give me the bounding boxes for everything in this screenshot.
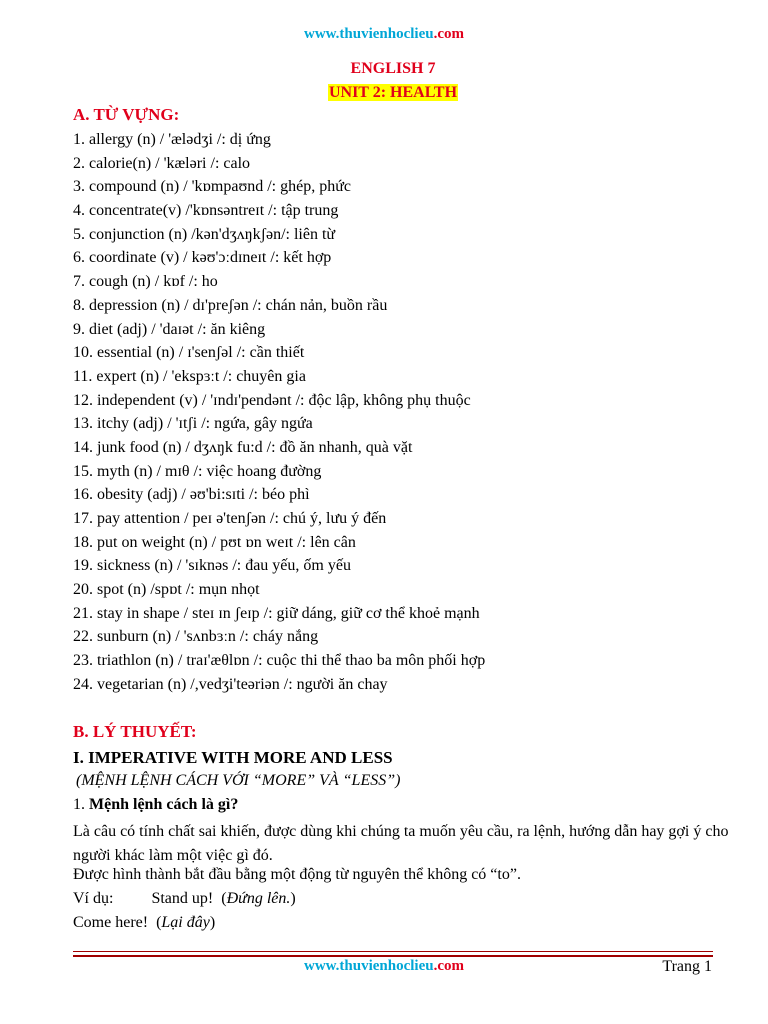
vocabulary-item: 13. itchy (adj) / 'ɪtʃi /: ngứa, gây ngứa — [73, 415, 313, 433]
vocabulary-item: 8. depression (n) / dɪ'preʃən /: chán nản, buồn rầu — [73, 296, 388, 314]
vocabulary-item: 17. pay attention / peɪ ə'tenʃən /: chú ý, lưu ý đến — [73, 510, 387, 527]
vocabulary-list — [73, 128, 485, 697]
example-1: Stand up! — [151, 890, 214, 907]
question-1 — [73, 796, 238, 814]
vocabulary-item: 3. compound (n) / 'kɒmpaʊnd /: ghép, phức — [73, 178, 351, 196]
vocabulary-item: 2. calorie(n) / 'kæləri /: calo — [73, 154, 251, 172]
example-line-1: Ví dụ: Stand up! (Đứng lên.) — [73, 890, 296, 907]
section-a-heading: A. TỪ VỰNG: — [73, 105, 180, 124]
footer-site-domain: .com — [433, 958, 464, 974]
footer-rule-thin — [73, 951, 713, 952]
vocabulary-item: 18. put on weight (n) / pʊt ɒn weɪt /: lên cân — [73, 533, 356, 551]
site-name: www.thuvienhoclieu — [303, 26, 434, 42]
vocabulary-item: 9. diet (adj) / 'daɪət /: ăn kiêng — [73, 320, 266, 338]
vocabulary-item: 11. expert (n) / 'ekspɜːt /: chuyên gia — [73, 367, 306, 385]
theory-subheading: (MỆNH LỆNH CÁCH VỚI “MORE” VÀ “LESS”) — [76, 772, 401, 789]
example-2-translation: Lại đây — [161, 914, 210, 931]
unit-title — [0, 84, 768, 102]
vocabulary-item: 12. independent (v) / 'ɪndɪ'pendənt /: độc lập, không phụ thuộc — [73, 391, 471, 409]
vocabulary-item: 23. triathlon (n) / traɪ'æθlɒn /: cuộc thi thể thao ba môn phối hợp — [73, 652, 486, 670]
definition-paragraph: Là câu có tính chất sai khiến, được dùng khi chúng ta muốn yêu cầu, ra lệnh, hướng dẫn hay gợi ý cho người khác làm một việc gì đó. — [73, 823, 729, 864]
footer-rule-thick — [73, 955, 713, 957]
vocabulary-item: 20. spot (n) /spɒt /: mụn nhọt — [73, 581, 260, 599]
header-website-link[interactable] — [0, 26, 768, 43]
vocabulary-item: 22. sunburn (n) / 'sʌnbɜːn /: cháy nắng — [73, 628, 319, 646]
theory-heading: I. IMPERATIVE WITH MORE AND LESS — [73, 748, 393, 767]
footer-website-link[interactable] — [0, 958, 768, 975]
vocabulary-item: 6. coordinate (v) / kəʊ'ɔːdɪneɪt /: kết hợp — [73, 249, 332, 267]
vocabulary-item: 19. sickness (n) / 'sɪknəs /: đau yếu, ốm yếu — [73, 557, 351, 575]
example-1-translation: Đứng lên. — [226, 890, 291, 907]
question-number: 1. — [73, 796, 89, 813]
footer-site-name: www.thuvienhoclieu — [303, 958, 434, 974]
vocabulary-item: 15. myth (n) / mɪθ /: việc hoang đường — [73, 462, 322, 480]
example-line-2: Come here! (Lại đây) — [73, 914, 216, 931]
document-title: ENGLISH 7 — [350, 60, 436, 77]
example-2: Come here! — [73, 914, 149, 931]
question-text: Mệnh lệnh cách là gì? — [89, 796, 239, 813]
page-number: Trang 1 — [662, 958, 712, 975]
example-label: Ví dụ: — [73, 890, 114, 907]
formation-paragraph: Được hình thành bắt đầu bằng một động từ nguyên thể không có “to”. — [73, 866, 521, 883]
vocabulary-item: 10. essential (n) / ɪ'senʃəl /: cần thiết — [73, 344, 305, 362]
vocabulary-item: 4. concentrate(v) /'kɒnsəntreɪt /: tập trung — [73, 202, 339, 220]
vocabulary-item: 1. allergy (n) / 'ælədʒi /: dị ứng — [73, 131, 271, 148]
vocabulary-item: 5. conjunction (n) /kən'dʒʌŋkʃən/: liên từ — [73, 225, 336, 243]
vocabulary-item: 7. cough (n) / kɒf /: ho — [73, 273, 218, 291]
vocabulary-item: 21. stay in shape / steɪ ɪn ʃeɪp /: giữ dáng, giữ cơ thể khoẻ mạnh — [73, 604, 480, 622]
vocabulary-item: 16. obesity (adj) / əʊ'bi:sɪti /: béo phì — [73, 486, 310, 504]
site-domain: .com — [433, 26, 464, 42]
vocabulary-item: 24. vegetarian (n) /,vedʒi'teəriən /: người ăn chay — [73, 675, 388, 693]
section-b-heading: B. LÝ THUYẾT: — [73, 722, 197, 741]
unit-title-text: UNIT 2: HEALTH — [328, 84, 458, 101]
vocabulary-item: 14. junk food (n) / dʒʌŋk fu:d /: đồ ăn nhanh, quà vặt — [73, 438, 413, 456]
